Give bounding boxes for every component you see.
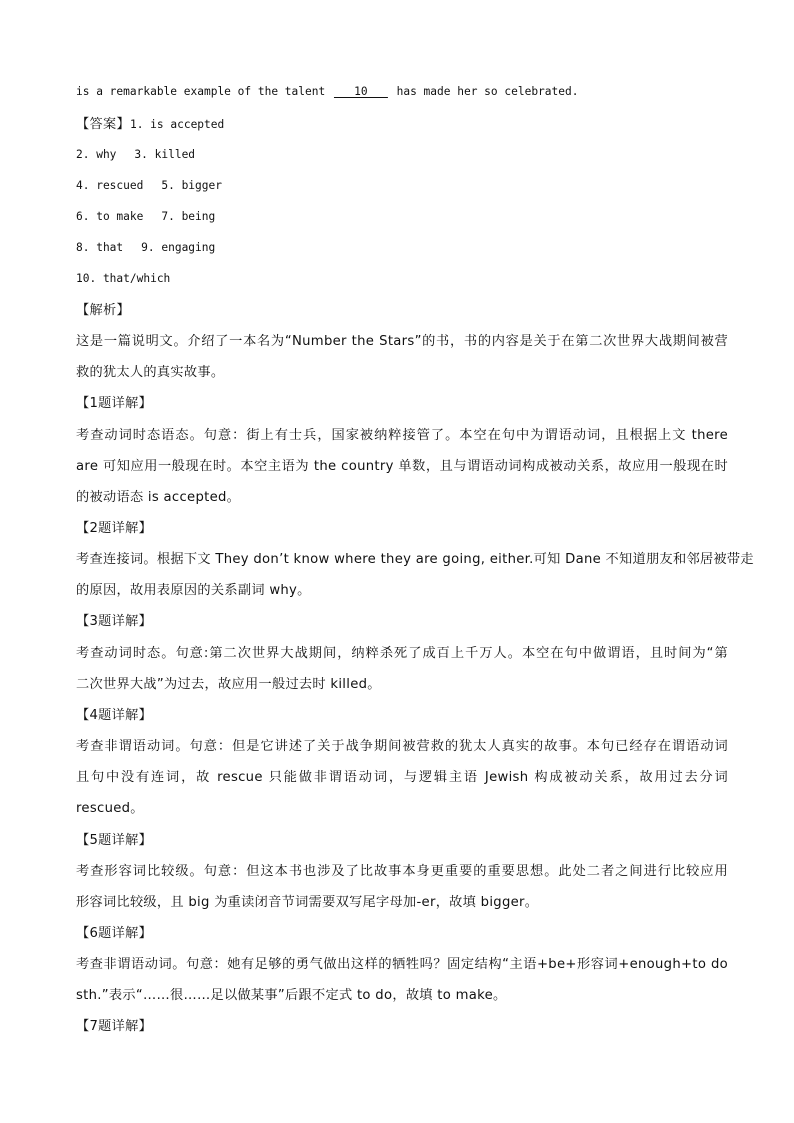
answer-6: 6. to make bbox=[76, 210, 144, 223]
detail-4-line-1: 考查非谓语动词。句意：但是它讲述了关于战争期间被营救的犹太人真实的故事。本句已经存在谓语动词 bbox=[76, 739, 728, 754]
detail-1-heading: 【1题详解】 bbox=[76, 396, 153, 411]
answer-10: 10. that/which bbox=[76, 272, 171, 285]
detail-1-line-1: 考查动词时态语态。句意：街上有士兵，国家被纳粹接管了。本空在句中为谓语动词，且根据上文 there bbox=[76, 428, 728, 443]
answer-7: 7. being bbox=[161, 210, 216, 223]
detail-7-heading: 【7题详解】 bbox=[76, 1019, 153, 1034]
answer-5: 5. bigger bbox=[161, 179, 222, 192]
detail-6-heading: 【6题详解】 bbox=[76, 926, 153, 941]
passage-text-before: is a remarkable example of the talent bbox=[76, 85, 326, 98]
detail-2-heading: 【2题详解】 bbox=[76, 521, 153, 536]
detail-4-line-3: rescued。 bbox=[76, 801, 144, 816]
answer-8: 8. that bbox=[76, 241, 124, 254]
answer-line-3 bbox=[76, 178, 222, 194]
analysis-intro-line-1: 这是一篇说明文。介绍了一本名为“Number the Stars”的书，书的内容是关于在第二次世界大战期间被营 bbox=[76, 334, 728, 349]
detail-5-heading: 【5题详解】 bbox=[76, 833, 153, 848]
detail-4-heading: 【4题详解】 bbox=[76, 708, 153, 723]
answer-1: 1. is accepted bbox=[129, 118, 225, 131]
passage-text-after: has made her so celebrated. bbox=[396, 85, 579, 98]
analysis-intro-line-2: 救的犹太人的真实故事。 bbox=[76, 365, 225, 380]
answer-line-6 bbox=[76, 271, 170, 287]
detail-3-line-1: 考查动词时态。句意:第二次世界大战期间，纳粹杀死了成百上千万人。本空在句中做谓语，且时间为“第 bbox=[76, 646, 728, 661]
answer-9: 9. engaging bbox=[141, 241, 216, 254]
passage-last-line bbox=[76, 84, 578, 100]
answer-2: 2. why bbox=[76, 148, 117, 161]
answer-line-2 bbox=[76, 147, 195, 163]
detail-1-line-3: 的被动语态 is accepted。 bbox=[76, 490, 241, 505]
detail-4-line-2: 且句中没有连词，故 rescue 只能做非谓语动词，与逻辑主语 Jewish 构成被动关系，故用过去分词 bbox=[76, 770, 728, 785]
detail-6-line-2: sth.”表示“……很……足以做某事”后跟不定式 to do，故填 to make。 bbox=[76, 988, 507, 1003]
detail-3-heading: 【3题详解】 bbox=[76, 614, 153, 629]
answer-heading: 【答案】 bbox=[76, 117, 130, 132]
analysis-heading: 【解析】 bbox=[76, 303, 130, 318]
detail-5-line-2: 形容词比较级，且 big 为重读闭音节词需要双写尾字母加-er，故填 bigger。 bbox=[76, 895, 539, 910]
detail-1-line-2: are 可知应用一般现在时。本空主语为 the country 单数，且与谓语动词构成被动关系，故应用一般现在时 bbox=[76, 459, 728, 474]
answer-4: 4. rescued bbox=[76, 179, 144, 192]
answer-3: 3. killed bbox=[134, 148, 196, 161]
answer-line-5 bbox=[76, 240, 215, 256]
answer-line-4 bbox=[76, 209, 215, 225]
detail-5-line-1: 考查形容词比较级。句意：但这本书也涉及了比故事本身更重要的重要思想。此处二者之间进行比较应用 bbox=[76, 864, 728, 879]
detail-6-line-1: 考查非谓语动词。句意：她有足够的勇气做出这样的牺牲吗？固定结构“主语+be+形容词+enough+to do bbox=[76, 957, 728, 972]
detail-3-line-2: 二次世界大战”为过去，故应用一般过去时 killed。 bbox=[76, 677, 381, 692]
detail-2-line-1: 考查连接词。根据下文 They don’t know where they are going, either.可知 Dane 不知道朋友和邻居被带走 bbox=[76, 552, 754, 567]
blank-10: ___10___ bbox=[333, 85, 388, 98]
answer-line-1 bbox=[76, 116, 224, 133]
detail-2-line-2: 的原因，故用表原因的关系副词 why。 bbox=[76, 583, 311, 598]
